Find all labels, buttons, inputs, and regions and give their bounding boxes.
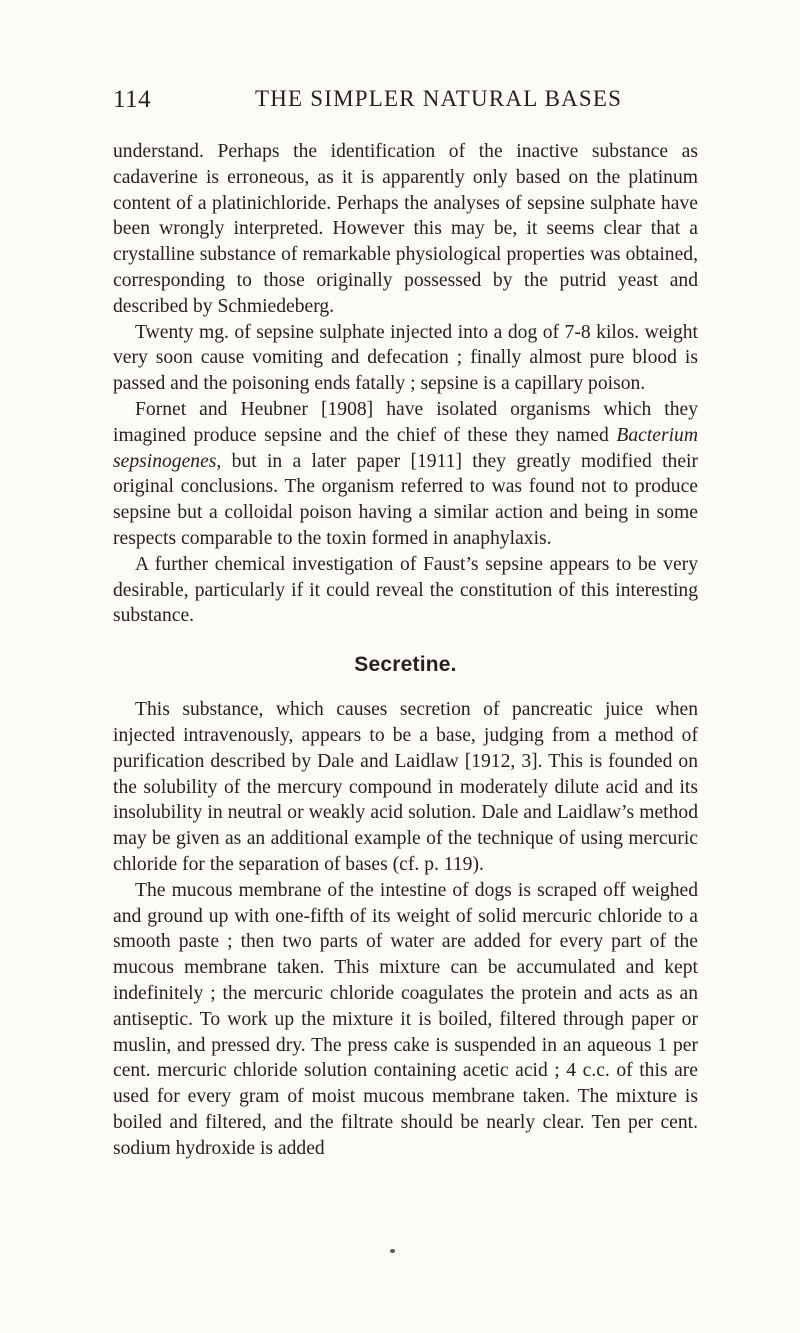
paragraph-secretine-method: The mucous membrane of the intestine of dogs is scraped off weighed and ground up with one-fifth of its weight of solid mercuric chloride to a smooth paste ; then two parts of water are added for every part of the mucous membrane taken. This mixture can be accumulated and kept indefinitely ; the mercuric chloride coagulates the protein and acts as an antiseptic. To work up the mixture it is boiled, filtered through paper or muslin, and pressed dry. The press cake is suspended in an aqueous 1 per cent. mercuric chloride solution containing acetic acid ; 4 c.c. of this are used for every gram of moist mucous membrane taken. The mixture is boiled and filtered, and the filtrate should be nearly clear. Ten per cent. sodium hydroxide is added bbox=[113, 879, 698, 1159]
section-heading-secretine: Secretine. bbox=[354, 653, 457, 677]
paragraph-further-investigation: A further chemical investigation of Faust’s sepsine appears to be very desirable, particularly if it could reveal the constitution of this interesting substance. bbox=[113, 553, 698, 627]
page-number: 114 bbox=[113, 86, 152, 113]
running-title: THE SIMPLER NATURAL BASES bbox=[255, 86, 623, 111]
paragraph-secretine-intro: This substance, which causes secretion of pancreatic juice when injected intravenously, appears to be a base, judging from a method of purification described by Dale and Laidlaw [1912, 3]. This is founded on the solubility of the mercury compound in moderately dilute acid and its insolubility in neutral or weakly acid solution. Dale and Laidlaw’s method may be given as an additional example of the technique of using mercuric chloride for the separation of bases (cf. p. 119). bbox=[113, 699, 698, 875]
paragraph-sepsine-identification: understand. Perhaps the identification of the inactive substance as cadaverine is erroneous, as it is apparently only based on the platinum content of a platinichloride. Perhaps the analyses of sepsine sulphate have been wrongly interpreted. However this may be, it seems clear that a crystalline substance of remarkable physiological properties was obtained, corresponding to those originally possessed by the putrid yeast and described by Schmiedeberg. bbox=[113, 141, 698, 317]
paragraph-fornet-heubner bbox=[113, 397, 698, 552]
page-header bbox=[113, 86, 698, 120]
paragraph-sepsine-toxicity: Twenty mg. of sepsine sulphate injected into a dog of 7-8 kilos. weight very soon cause vomiting and defecation ; finally almost pure blood is passed and the poisoning ends fatally ; sepsine is a capillary poison. bbox=[113, 321, 698, 395]
species-name-italic: Bacterium sepsinogenes bbox=[113, 424, 698, 472]
paragraph-text-after-italic: , but in a later paper [1911] they greatly modified their original conclusions. The organism referred to was found not to produce sepsine but a colloidal poison having a similar action and being in some respects comparable to the toxin formed in anaphylaxis. bbox=[113, 450, 698, 549]
paragraph-text-before-italic: Fornet and Heubner [1908] have isolated organisms which they imagined produce sepsine and the chief of these they named bbox=[113, 398, 698, 446]
print-speck bbox=[390, 1249, 395, 1253]
page-body bbox=[113, 139, 698, 1161]
